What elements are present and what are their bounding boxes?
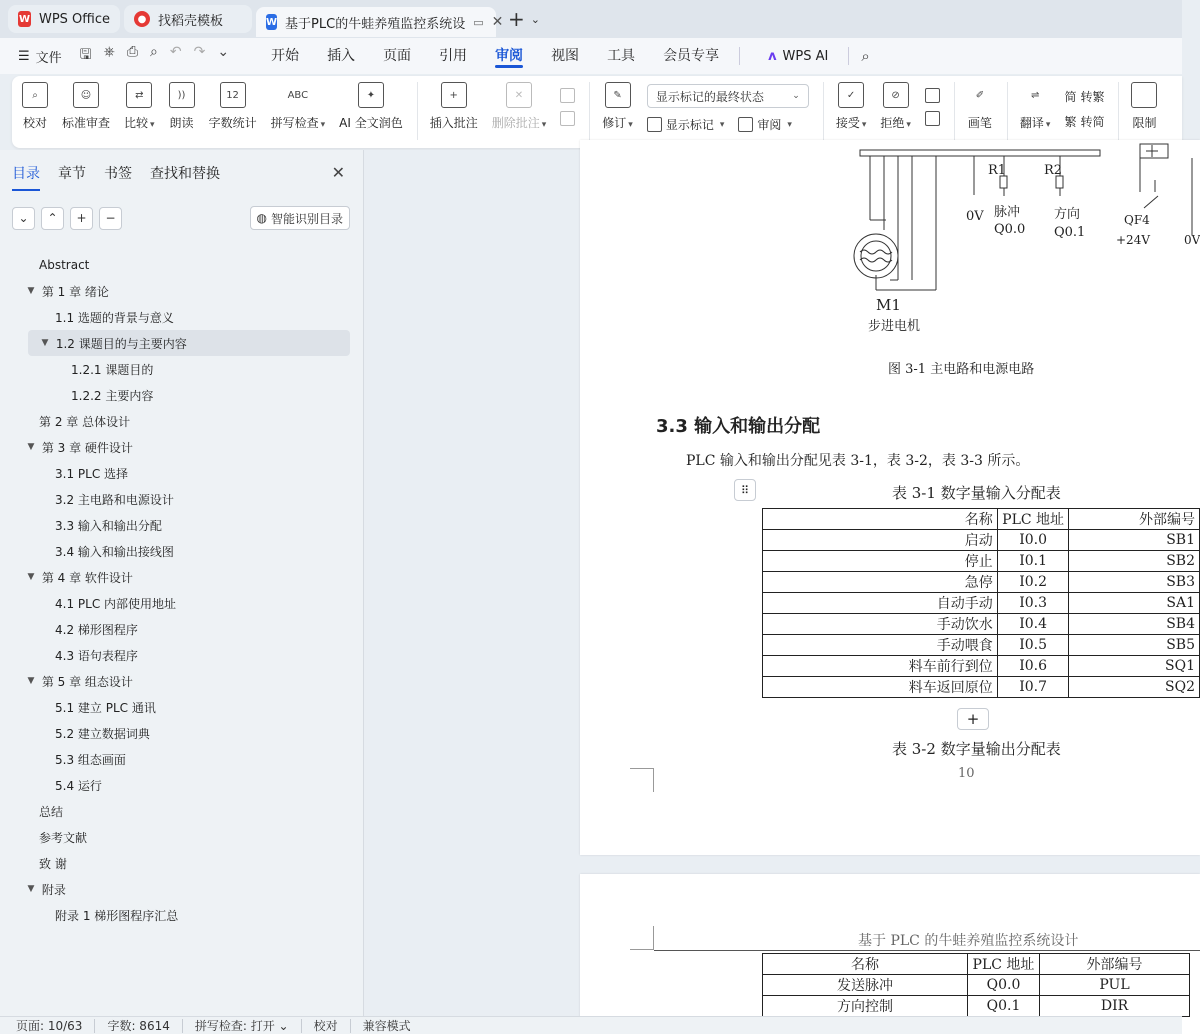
spell-check-icon: ABC — [287, 89, 309, 101]
table-cell[interactable]: I0.0 — [997, 530, 1069, 551]
toc-item[interactable]: ▼ 第 5 章 组态设计 — [0, 668, 363, 694]
docer-logo-icon: ● — [134, 11, 150, 27]
caret-down-icon[interactable]: ▼ — [41, 338, 49, 348]
ai-polish-button[interactable]: ✦ AI 全文润色 — [339, 82, 403, 131]
table-caption: 表 3-1 数字量输入分配表 — [892, 484, 1061, 502]
direction-label: 方向 — [1054, 207, 1081, 222]
toc-item[interactable]: 附录 1 梯形图程序汇总 — [55, 908, 179, 923]
table-cell[interactable]: SB5 — [1069, 635, 1200, 656]
read-aloud-button[interactable]: )) 朗读 — [169, 82, 195, 131]
table-row — [763, 551, 1200, 572]
table-header-cell[interactable]: 名称 — [763, 509, 998, 530]
translate-button[interactable]: ⇌ 翻译 ▾ — [1020, 82, 1051, 131]
chevron-down-icon[interactable]: ⌄ — [530, 12, 540, 26]
voltage-label: +24V — [1116, 233, 1150, 247]
comment-delete-icon: ✕ — [506, 82, 532, 108]
table-cell[interactable]: PUL — [1040, 975, 1190, 996]
quick-access-toolbar — [80, 44, 229, 68]
r1-label: R1 — [988, 163, 1007, 178]
comment-add-icon: + — [441, 82, 467, 108]
chevron-down-icon[interactable]: ⌄ — [217, 44, 230, 60]
pen-icon: ✐ — [975, 89, 985, 101]
page-corner-mark — [630, 768, 654, 792]
pane-tabs — [0, 150, 363, 196]
table-row — [763, 635, 1200, 656]
table-cell[interactable]: 料车前行到位 — [763, 656, 998, 677]
tab-label: 找稻壳模板 — [158, 13, 224, 29]
menu-tabs — [257, 38, 733, 74]
redo-icon[interactable]: ↷ — [193, 44, 206, 60]
restrict-icon — [1131, 82, 1157, 108]
table-cell[interactable]: SQ2 — [1069, 677, 1200, 698]
breaker-label: QF4 — [1124, 213, 1150, 227]
navigation-pane — [0, 150, 364, 1016]
spell-check-button[interactable]: ABC 拼写检查 ▾ — [271, 82, 326, 131]
menu-references[interactable]: 引用 — [439, 48, 468, 64]
table-cell[interactable]: SQ1 — [1069, 656, 1200, 677]
translate-icon: ⇌ — [1030, 89, 1040, 101]
divider — [589, 82, 590, 140]
caret-down-icon[interactable]: ▼ — [27, 884, 35, 894]
restrict-editing-button[interactable]: 限制 — [1131, 82, 1157, 131]
revise-button[interactable]: ✎ 修订 ▾ — [602, 82, 633, 131]
table-header-cell[interactable]: 外部编号 — [1040, 954, 1190, 975]
chinese-conversion — [1064, 88, 1104, 130]
toc-item[interactable]: 3.3 输入和输出分配 — [55, 518, 162, 533]
direction-address-label: Q0.1 — [1054, 225, 1086, 240]
accept-icon: ✓ — [838, 82, 864, 108]
reject-icon: ⊘ — [883, 82, 909, 108]
document-person-icon: ☺ — [73, 82, 99, 108]
track-changes-icon: ✎ — [605, 82, 631, 108]
toc-item[interactable]: 4.3 语句表程序 — [55, 648, 138, 663]
caret-down-icon[interactable]: ▼ — [27, 572, 35, 582]
toc-item[interactable]: 4.2 梯形图程序 — [55, 622, 138, 637]
divider — [417, 82, 418, 140]
menu-home[interactable]: 开始 — [271, 48, 300, 64]
table-cell[interactable]: 急停 — [763, 572, 998, 593]
table-cell[interactable]: I0.4 — [997, 614, 1069, 635]
document-page[interactable] — [580, 140, 1200, 855]
word-count-button[interactable]: 12 字数统计 — [209, 82, 257, 131]
menu-bar — [0, 38, 1182, 74]
chevron-down-icon: ▾ — [906, 120, 911, 130]
caret-down-icon[interactable]: ▼ — [27, 286, 35, 296]
toc-item[interactable]: 4.1 PLC 内部使用地址 — [55, 596, 177, 611]
figure-caption: 图 3-1 主电路和电源电路 — [888, 362, 1035, 377]
toc-item[interactable]: 总结 — [39, 804, 64, 819]
table-cell[interactable]: 停止 — [763, 551, 998, 572]
table-cell[interactable]: Q0.0 — [968, 975, 1040, 996]
menu-view[interactable]: 视图 — [551, 48, 580, 64]
tab-wps-office[interactable] — [8, 5, 120, 33]
table-cell[interactable]: 启动 — [763, 530, 998, 551]
divider — [823, 82, 824, 140]
next-revision-icon[interactable] — [925, 111, 940, 126]
chevron-down-icon: ▾ — [150, 120, 155, 130]
word-count-icon: 12 — [220, 82, 246, 108]
page-number: 10 — [958, 766, 975, 781]
smart-toc-button[interactable]: ◍ 智能识别目录 — [250, 206, 351, 230]
next-comment-icon[interactable] — [560, 111, 575, 126]
menu-member[interactable]: 会员专享 — [663, 48, 720, 64]
tab-document[interactable] — [256, 7, 504, 37]
caret-down-icon[interactable]: ▼ — [27, 442, 35, 452]
table-header-cell[interactable]: PLC 地址 — [997, 509, 1069, 530]
show-markup-icon — [647, 117, 662, 132]
add-heading-button[interactable]: + — [70, 207, 93, 230]
table-cell[interactable]: 方向控制 — [763, 996, 968, 1017]
revision-nav — [925, 88, 940, 126]
print-preview-icon[interactable]: ⌕ — [150, 44, 158, 60]
save-icon[interactable]: 🖫 — [79, 47, 92, 63]
table-row — [763, 677, 1200, 698]
table-cell[interactable]: I0.2 — [997, 572, 1069, 593]
comment-nav — [560, 88, 575, 126]
table-cell[interactable]: SB2 — [1069, 551, 1200, 572]
wps-ai-button[interactable] — [754, 49, 842, 64]
proofread-icon: ⌕ — [22, 82, 48, 108]
toc-item[interactable]: ▼ 第 3 章 硬件设计 — [0, 434, 363, 460]
toc-item[interactable]: ▼ 第 1 章 绪论 — [0, 278, 363, 304]
to-traditional-button[interactable]: 简 转繁 — [1064, 90, 1105, 104]
insert-comment-button[interactable]: + 插入批注 — [430, 82, 478, 131]
table-cell[interactable]: I0.1 — [997, 551, 1069, 572]
search-icon[interactable]: ⌕ — [861, 47, 870, 65]
tab-label: 基于PLC的牛蛙养殖监控系统设 — [285, 16, 466, 32]
toc-item[interactable]: 3.1 PLC 选择 — [55, 466, 129, 481]
table-header-cell[interactable]: 名称 — [763, 954, 968, 975]
divider — [739, 47, 740, 65]
divider — [954, 82, 955, 140]
r2-label: R2 — [1044, 163, 1063, 178]
compatibility-mode: 兼容模式 — [362, 1018, 411, 1033]
file-menu[interactable] — [18, 47, 62, 66]
chevron-down-icon: ⌄ — [278, 1018, 289, 1033]
motor-label: M1 — [876, 296, 901, 314]
chevron-down-icon: ⌄ — [792, 91, 800, 101]
divider — [1118, 82, 1119, 140]
review-pane-icon — [738, 117, 753, 132]
caret-down-icon[interactable]: ▼ — [27, 676, 35, 686]
page-header: 基于 PLC 的牛蛙养殖监控系统设计 — [858, 933, 1079, 949]
table-cell[interactable]: 料车返回原位 — [763, 677, 998, 698]
wps-ai-icon: ᴧ — [768, 48, 777, 64]
previous-revision-icon[interactable] — [925, 88, 940, 103]
new-tab-plus-icon[interactable]: + — [508, 7, 525, 31]
chevron-down-icon: ▾ — [787, 119, 792, 130]
document-canvas[interactable] — [364, 150, 1200, 1016]
table-header-row — [763, 954, 1190, 975]
toc-item[interactable]: ▼ 第 4 章 软件设计 — [0, 564, 363, 590]
close-icon[interactable]: ✕ — [331, 163, 345, 182]
status-bar — [0, 1016, 1182, 1034]
table-cell[interactable]: SB3 — [1069, 572, 1200, 593]
menu-tools[interactable]: 工具 — [607, 48, 636, 64]
speaker-icon: )) — [169, 82, 195, 108]
close-icon[interactable]: ✕ — [491, 14, 504, 30]
toc-item[interactable]: 1.1 选题的背景与意义 — [55, 310, 174, 325]
tab-find-replace[interactable]: 查找和替换 — [150, 166, 220, 182]
table-row — [763, 572, 1200, 593]
table-header-row — [763, 509, 1200, 530]
section-heading: 3.3 输入和输出分配 — [656, 416, 821, 437]
wps-writer-icon: W — [266, 14, 277, 30]
wps-ai-label: WPS AI — [782, 48, 829, 64]
toc-item[interactable]: 5.3 组态画面 — [55, 752, 126, 767]
standard-review-button[interactable]: ☺ 标准审查 — [62, 82, 110, 131]
hamburger-icon: ☰ — [18, 48, 30, 64]
table-cell[interactable]: Q0.1 — [968, 996, 1040, 1017]
toc-list — [0, 240, 363, 928]
table-cell[interactable]: DIR — [1040, 996, 1190, 1017]
toc-toolbar — [0, 196, 363, 240]
chevron-down-icon: ▾ — [861, 120, 867, 130]
table-caption: 表 3-2 数字量输出分配表 — [892, 740, 1061, 758]
table-cell[interactable]: I0.6 — [997, 656, 1069, 677]
tab-toc[interactable]: 目录 — [12, 163, 40, 183]
table-cell[interactable]: I0.3 — [997, 593, 1069, 614]
review-pane-button[interactable]: 审阅 ▾ — [738, 116, 792, 133]
tab-chapters[interactable]: 章节 — [58, 166, 86, 182]
table-cell[interactable]: 手动饮水 — [763, 614, 998, 635]
table-row — [763, 530, 1200, 551]
table-header-cell[interactable]: PLC 地址 — [968, 954, 1040, 975]
expand-down-button[interactable]: ⌄ — [12, 207, 35, 230]
toc-item-selected[interactable]: ▼ 1.2 课题目的与主要内容 — [28, 330, 350, 356]
divider — [1007, 82, 1008, 140]
output-allocation-table[interactable] — [762, 953, 1190, 1017]
compare-icon: ⇄ — [126, 82, 152, 108]
page-indicator[interactable]: 页面: 10/63 — [16, 1019, 95, 1033]
toc-item[interactable]: 5.1 建立 PLC 通讯 — [55, 700, 156, 715]
toc-item[interactable]: 1.2.2 主要内容 — [71, 388, 154, 403]
table-cell[interactable]: 发送脉冲 — [763, 975, 968, 996]
undo-icon[interactable]: ↶ — [169, 44, 182, 60]
toc-item[interactable]: 参考文献 — [39, 830, 88, 845]
header-rule — [654, 950, 1200, 951]
ov-label: 0V — [966, 209, 984, 224]
table-cell[interactable]: SA1 — [1069, 593, 1200, 614]
reject-button[interactable]: ⊘ 拒绝 ▾ — [880, 82, 911, 131]
pulse-address-label: Q0.0 — [994, 222, 1026, 237]
chevron-down-icon: ▾ — [1045, 120, 1051, 130]
markup-controls — [647, 84, 809, 133]
compare-button[interactable]: ⇄ 比较 ▾ — [124, 82, 155, 131]
word-count-indicator[interactable]: 字数: 8614 — [107, 1019, 182, 1033]
menu-insert[interactable]: 插入 — [327, 48, 356, 64]
screen-icon[interactable]: ▭ — [473, 15, 484, 29]
toc-item[interactable]: 5.4 运行 — [55, 778, 102, 793]
toc-item[interactable]: 3.4 输入和输出接线图 — [55, 544, 174, 559]
pen-button[interactable]: ✐ 画笔 — [967, 82, 993, 131]
format-painter-icon[interactable]: ⎈ — [103, 44, 115, 60]
toc-item[interactable]: ▼ 附录 — [0, 876, 363, 902]
table-cell[interactable]: SB4 — [1069, 614, 1200, 635]
magic-wand-icon: ✦ — [358, 82, 384, 108]
table-row — [763, 593, 1200, 614]
menu-page[interactable]: 页面 — [383, 48, 412, 64]
table-row — [763, 614, 1200, 635]
toc-item[interactable]: 3.2 主电路和电源设计 — [55, 492, 174, 507]
collapse-up-button[interactable]: ⌃ — [41, 207, 64, 230]
markup-state-select[interactable]: 显示标记的最终状态 ⌄ — [647, 84, 809, 108]
table-cell[interactable]: I0.5 — [997, 635, 1069, 656]
table-header-cell[interactable]: 外部编号 — [1069, 509, 1200, 530]
table-row — [763, 656, 1200, 677]
motor-name-label: 步进电机 — [868, 319, 921, 334]
table-cell[interactable]: 手动喂食 — [763, 635, 998, 656]
chevron-down-icon: ▾ — [541, 120, 547, 130]
input-allocation-table[interactable] — [762, 508, 1200, 698]
menu-review[interactable]: 审阅 — [481, 38, 537, 74]
ground-label: 0V — [1184, 233, 1200, 247]
to-simplified-button[interactable]: 繁 转简 — [1064, 115, 1105, 129]
add-row-plus-icon[interactable]: + — [957, 708, 989, 730]
toc-item[interactable]: Abstract — [39, 258, 90, 272]
traditional-icon: 简 — [1064, 90, 1077, 104]
table-cell[interactable]: 自动手动 — [763, 593, 998, 614]
chevron-down-icon: ▾ — [320, 120, 326, 130]
title-bar — [0, 0, 1182, 38]
page-corner-mark — [630, 926, 654, 950]
divider — [848, 47, 849, 65]
tab-label: WPS Office — [38, 11, 110, 27]
file-menu-label: 文件 — [35, 50, 62, 66]
toc-item[interactable]: 第 2 章 总体设计 — [39, 414, 131, 429]
toc-item[interactable]: 1.2.1 课题目的 — [71, 362, 154, 377]
chevron-down-icon: ▾ — [628, 120, 633, 130]
pulse-label: 脉冲 — [994, 205, 1021, 220]
tab-bookmarks[interactable]: 书签 — [104, 166, 132, 182]
tab-docer-templates[interactable] — [124, 5, 252, 33]
table-cell[interactable]: I0.7 — [997, 677, 1069, 698]
spell-check-status[interactable]: 拼写检查: 打开 ⌄ — [195, 1019, 302, 1033]
accept-button[interactable]: ✓ 接受 ▾ — [836, 82, 867, 131]
proof-status[interactable]: 校对 — [314, 1019, 351, 1033]
toc-item[interactable]: 5.2 建立数据词典 — [55, 726, 150, 741]
body-paragraph: PLC 输入和输出分配见表 3-1，表 3-2，表 3-3 所示。 — [686, 453, 1030, 469]
show-markup-button[interactable]: 显示标记 ▾ — [647, 116, 725, 133]
remove-heading-button[interactable]: − — [99, 207, 122, 230]
review-ribbon — [12, 76, 1182, 148]
circuit-diagram — [580, 140, 1200, 340]
wps-logo-icon: W — [18, 11, 31, 27]
table-cell[interactable]: SB1 — [1069, 530, 1200, 551]
chevron-down-icon: ▾ — [719, 119, 725, 130]
table-row — [763, 975, 1190, 996]
toc-item[interactable]: 致 谢 — [39, 856, 67, 871]
simplified-icon: 繁 — [1064, 115, 1077, 129]
table-move-handle-icon[interactable]: ⠿ — [734, 479, 756, 501]
document-page[interactable] — [580, 874, 1200, 1034]
smart-icon: ◍ — [256, 211, 267, 225]
proofread-button[interactable]: ⌕ 校对 — [22, 82, 48, 131]
table-row — [763, 996, 1190, 1017]
delete-comment-button[interactable]: ✕ 删除批注 ▾ — [492, 82, 547, 131]
print-icon[interactable]: ⎙ — [126, 44, 139, 60]
previous-comment-icon[interactable] — [560, 88, 575, 103]
